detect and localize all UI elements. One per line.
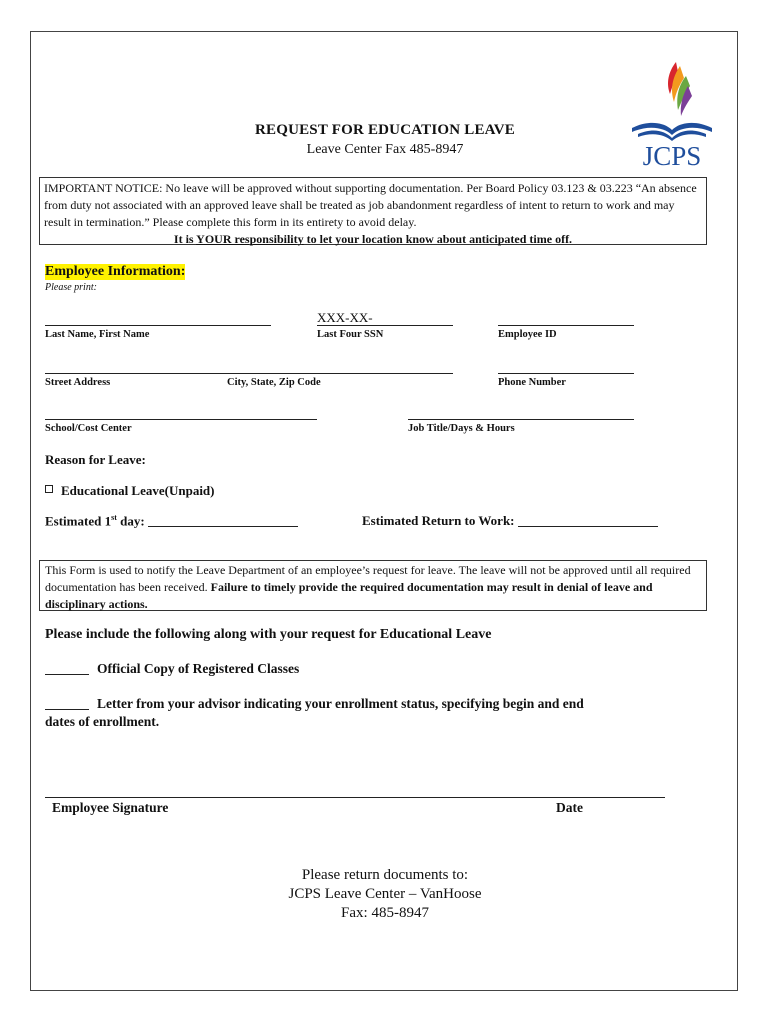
address-field[interactable] [45,373,453,374]
responsibility-line: It is YOUR responsibility to let your location know about anticipated time off. [173,232,573,246]
phone-field[interactable] [498,373,634,374]
jcps-logo [626,58,718,170]
name-label: Last Name, First Name [45,329,150,340]
employee-id-field[interactable] [498,325,634,326]
job-label: Job Title/Days & Hours [408,423,515,434]
please-print-note: Please print: [45,282,97,293]
reason-heading: Reason for Leave: [45,452,146,467]
employee-signature-label: Employee Signature [52,800,169,815]
important-notice [39,177,707,245]
ssn-prefix: XXX-XX- [317,310,373,325]
return-date-field[interactable] [518,514,658,527]
estimated-first-day: Estimated 1st day: [45,513,298,529]
employee-id-label: Employee ID [498,329,557,340]
svg-text:JCPS: JCPS [642,141,702,170]
estimated-return: Estimated Return to Work: [362,513,658,529]
requirement-item-1: Official Copy of Registered Classes [45,661,299,677]
include-heading: Please include the following along with your request for Educational Leave [45,627,492,642]
educational-leave-option[interactable]: Educational Leave(Unpaid) [45,483,215,499]
ssn-label: Last Four SSN [317,329,384,340]
check-blank-1[interactable] [45,662,89,675]
school-label: School/Cost Center [45,423,132,434]
requirement-item-2: Letter from your advisor indicating your enrollment status, specifying begin and end [45,696,584,712]
notice-text: IMPORTANT NOTICE: No leave will be approved without supporting documentation. Per Board Policy 03.123 & 03.223 “An absence from duty not associated with an approved leave shall be treated as job abandonment regardless of intent to return to work and may result in termination.” Please complete this form in its entirety to avoid delay. [44,181,697,229]
form-note-text: This Form is used to notify the Leave Department of an employee’s request for leave. The leave will not be approved until all required documentation has been received. [45,563,691,594]
fax-line: Leave Center Fax 485-8947 [306,142,464,157]
school-field[interactable] [45,419,317,420]
form-border [30,31,738,991]
return-line-2: JCPS Leave Center – VanHoose [288,886,482,902]
name-field[interactable] [45,325,271,326]
date-label: Date [556,800,583,815]
employee-info-heading: Employee Information: [45,264,186,279]
city-label: City, State, Zip Code [227,377,321,388]
form-note-bold: Failure to timely provide the required documentation may result in denial of leave and disciplinary actions. [45,580,653,611]
signature-line[interactable] [45,797,665,798]
street-label: Street Address [45,377,111,388]
return-line-1: Please return documents to: [301,867,469,883]
return-line-3: Fax: 485-8947 [341,905,429,921]
phone-label: Phone Number [498,377,566,388]
ssn-field[interactable] [317,325,453,326]
check-blank-2[interactable] [45,697,89,710]
form-title: REQUEST FOR EDUCATION LEAVE [254,122,516,138]
checkbox[interactable] [45,485,53,493]
form-note-box [39,560,707,611]
job-field[interactable] [408,419,634,420]
requirement-item-2-cont: dates of enrollment. [45,714,160,729]
first-day-field[interactable] [148,514,298,527]
